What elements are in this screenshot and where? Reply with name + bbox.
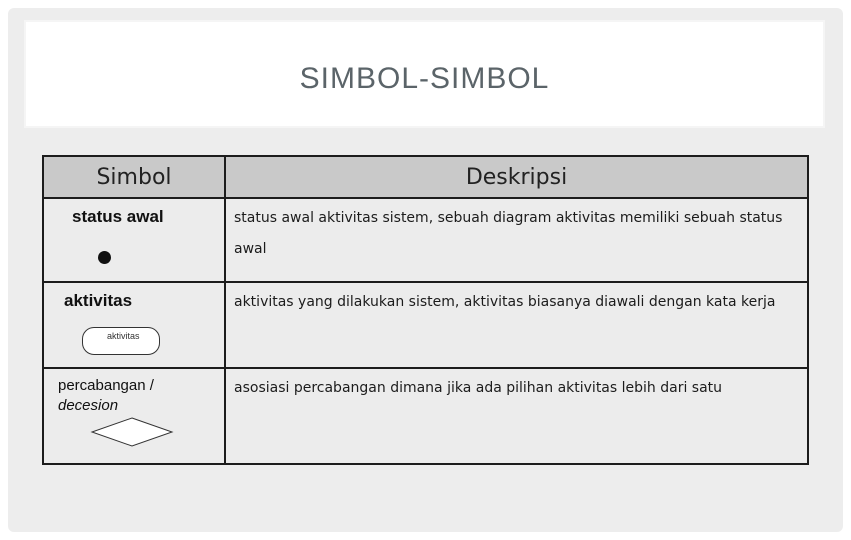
header-deskripsi: Deskripsi (225, 156, 808, 198)
diamond-icon (90, 417, 174, 447)
symbol-cell (43, 282, 225, 368)
rounded-rectangle-icon (82, 327, 160, 355)
activity-box-text: aktivitas (107, 331, 140, 341)
table-header-row (43, 156, 808, 198)
slide-title: SIMBOL-SIMBOL (299, 62, 550, 95)
title-box (26, 22, 823, 126)
table-row (43, 368, 808, 464)
symbol-label-percabangan: percabangan / (58, 377, 154, 394)
slide (8, 8, 843, 532)
symbol-label-status-awal: status awal (72, 207, 164, 226)
symbol-cell (43, 198, 225, 282)
header-simbol: Simbol (43, 156, 225, 198)
filled-circle-icon (98, 251, 111, 264)
description-cell: asosiasi percabangan dimana jika ada pilihan aktivitas lebih dari satu (225, 368, 808, 464)
description-cell: status awal aktivitas sistem, sebuah diagram aktivitas memiliki sebuah status awal (225, 198, 808, 282)
description-cell: aktivitas yang dilakukan sistem, aktivitas biasanya diawali dengan kata kerja (225, 282, 808, 368)
table-row (43, 198, 808, 282)
symbol-label-decesion: decesion (58, 397, 119, 414)
symbol-table (42, 155, 809, 465)
table-row (43, 282, 808, 368)
symbol-label-aktivitas: aktivitas (64, 291, 133, 310)
symbol-cell (43, 368, 225, 464)
